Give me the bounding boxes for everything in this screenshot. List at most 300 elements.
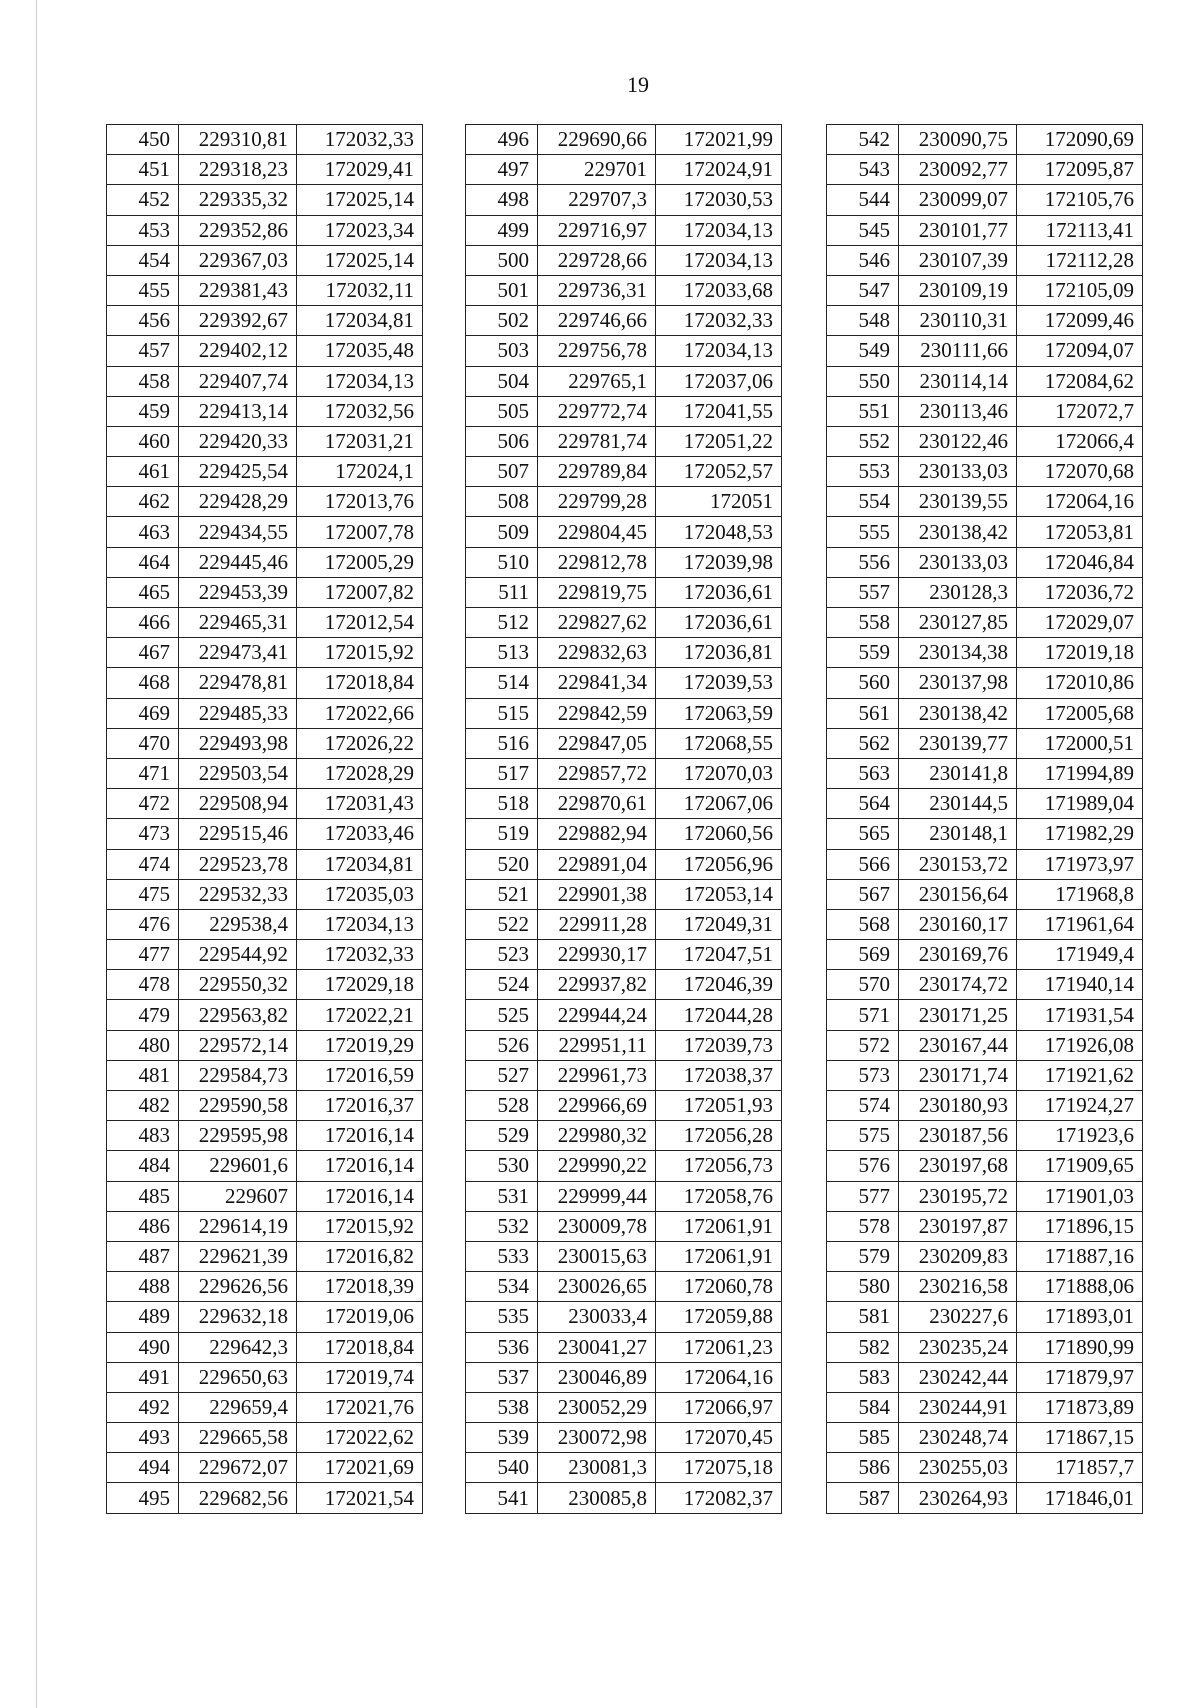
x-coordinate-cell: 229882,94 bbox=[538, 819, 656, 849]
x-coordinate-cell: 230197,87 bbox=[899, 1211, 1017, 1241]
point-number-cell: 456 bbox=[107, 306, 179, 336]
y-coordinate-cell: 172030,53 bbox=[656, 185, 782, 215]
point-number-cell: 452 bbox=[107, 185, 179, 215]
table-row bbox=[827, 970, 1143, 1000]
table-row bbox=[107, 155, 423, 185]
table-row bbox=[827, 1151, 1143, 1181]
x-coordinate-cell: 229407,74 bbox=[179, 366, 297, 396]
y-coordinate-cell: 172029,41 bbox=[297, 155, 423, 185]
margin-line bbox=[36, 0, 37, 1708]
x-coordinate-cell: 230128,3 bbox=[899, 577, 1017, 607]
point-number-cell: 462 bbox=[107, 487, 179, 517]
point-number-cell: 454 bbox=[107, 245, 179, 275]
y-coordinate-cell: 171901,03 bbox=[1017, 1181, 1143, 1211]
y-coordinate-cell: 172082,37 bbox=[656, 1483, 782, 1513]
point-number-cell: 580 bbox=[827, 1272, 899, 1302]
table-row bbox=[827, 1272, 1143, 1302]
table-row bbox=[107, 185, 423, 215]
x-coordinate-cell: 229870,61 bbox=[538, 789, 656, 819]
x-coordinate-cell: 229584,73 bbox=[179, 1060, 297, 1090]
table-row bbox=[107, 275, 423, 305]
point-number-cell: 532 bbox=[466, 1211, 538, 1241]
table-row bbox=[827, 1121, 1143, 1151]
point-number-cell: 563 bbox=[827, 758, 899, 788]
point-number-cell: 582 bbox=[827, 1332, 899, 1362]
table-row bbox=[466, 1121, 782, 1151]
x-coordinate-cell: 229381,43 bbox=[179, 275, 297, 305]
x-coordinate-cell: 230255,03 bbox=[899, 1453, 1017, 1483]
y-coordinate-cell: 172068,55 bbox=[656, 728, 782, 758]
point-number-cell: 468 bbox=[107, 668, 179, 698]
table-row bbox=[827, 185, 1143, 215]
x-coordinate-cell: 230134,38 bbox=[899, 638, 1017, 668]
table-row bbox=[827, 728, 1143, 758]
x-coordinate-cell: 230072,98 bbox=[538, 1423, 656, 1453]
point-number-cell: 489 bbox=[107, 1302, 179, 1332]
x-coordinate-cell: 229428,29 bbox=[179, 487, 297, 517]
x-coordinate-cell: 229367,03 bbox=[179, 245, 297, 275]
coordinate-table-2 bbox=[465, 124, 782, 1514]
x-coordinate-cell: 230138,42 bbox=[899, 698, 1017, 728]
y-coordinate-cell: 172039,98 bbox=[656, 547, 782, 577]
table-row bbox=[827, 1091, 1143, 1121]
table-row bbox=[466, 155, 782, 185]
point-number-cell: 494 bbox=[107, 1453, 179, 1483]
point-number-cell: 473 bbox=[107, 819, 179, 849]
y-coordinate-cell: 172037,06 bbox=[656, 366, 782, 396]
x-coordinate-cell: 229799,28 bbox=[538, 487, 656, 517]
y-coordinate-cell: 171857,7 bbox=[1017, 1453, 1143, 1483]
table-row bbox=[107, 1181, 423, 1211]
x-coordinate-cell: 229413,14 bbox=[179, 396, 297, 426]
y-coordinate-cell: 171926,08 bbox=[1017, 1030, 1143, 1060]
x-coordinate-cell: 229614,19 bbox=[179, 1211, 297, 1241]
y-coordinate-cell: 172005,29 bbox=[297, 547, 423, 577]
y-coordinate-cell: 172018,84 bbox=[297, 668, 423, 698]
y-coordinate-cell: 172007,78 bbox=[297, 517, 423, 547]
x-coordinate-cell: 230101,77 bbox=[899, 215, 1017, 245]
x-coordinate-cell: 230137,98 bbox=[899, 668, 1017, 698]
table-row bbox=[827, 245, 1143, 275]
y-coordinate-cell: 172094,07 bbox=[1017, 336, 1143, 366]
point-number-cell: 458 bbox=[107, 366, 179, 396]
table-row bbox=[466, 275, 782, 305]
y-coordinate-cell: 172016,37 bbox=[297, 1091, 423, 1121]
point-number-cell: 492 bbox=[107, 1392, 179, 1422]
table-row bbox=[107, 426, 423, 456]
x-coordinate-cell: 229659,4 bbox=[179, 1392, 297, 1422]
x-coordinate-cell: 229434,55 bbox=[179, 517, 297, 547]
point-number-cell: 547 bbox=[827, 275, 899, 305]
x-coordinate-cell: 230264,93 bbox=[899, 1483, 1017, 1513]
y-coordinate-cell: 172016,82 bbox=[297, 1241, 423, 1271]
point-number-cell: 579 bbox=[827, 1241, 899, 1271]
table-row bbox=[827, 1483, 1143, 1513]
point-number-cell: 585 bbox=[827, 1423, 899, 1453]
table-row bbox=[466, 336, 782, 366]
table-row bbox=[107, 819, 423, 849]
table-row bbox=[827, 125, 1143, 155]
point-number-cell: 470 bbox=[107, 728, 179, 758]
y-coordinate-cell: 172032,33 bbox=[656, 306, 782, 336]
table-row bbox=[827, 638, 1143, 668]
y-coordinate-cell: 171994,89 bbox=[1017, 758, 1143, 788]
y-coordinate-cell: 172021,54 bbox=[297, 1483, 423, 1513]
table-row bbox=[107, 1362, 423, 1392]
table-row bbox=[466, 1030, 782, 1060]
x-coordinate-cell: 230153,72 bbox=[899, 849, 1017, 879]
table-row bbox=[466, 758, 782, 788]
point-number-cell: 501 bbox=[466, 275, 538, 305]
y-coordinate-cell: 172034,81 bbox=[297, 306, 423, 336]
table-row bbox=[466, 1302, 782, 1332]
y-coordinate-cell: 172034,13 bbox=[656, 336, 782, 366]
x-coordinate-cell: 229980,32 bbox=[538, 1121, 656, 1151]
table-row bbox=[107, 1211, 423, 1241]
y-coordinate-cell: 172051 bbox=[656, 487, 782, 517]
x-coordinate-cell: 229601,6 bbox=[179, 1151, 297, 1181]
table-row bbox=[466, 970, 782, 1000]
point-number-cell: 507 bbox=[466, 457, 538, 487]
table-row bbox=[466, 517, 782, 547]
y-coordinate-cell: 172060,56 bbox=[656, 819, 782, 849]
x-coordinate-cell: 229515,46 bbox=[179, 819, 297, 849]
y-coordinate-cell: 171982,29 bbox=[1017, 819, 1143, 849]
table-row bbox=[827, 940, 1143, 970]
point-number-cell: 474 bbox=[107, 849, 179, 879]
x-coordinate-cell: 229951,11 bbox=[538, 1030, 656, 1060]
y-coordinate-cell: 172033,68 bbox=[656, 275, 782, 305]
point-number-cell: 565 bbox=[827, 819, 899, 849]
point-number-cell: 583 bbox=[827, 1362, 899, 1392]
y-coordinate-cell: 172028,29 bbox=[297, 758, 423, 788]
x-coordinate-cell: 230114,14 bbox=[899, 366, 1017, 396]
table-row bbox=[107, 1091, 423, 1121]
point-number-cell: 517 bbox=[466, 758, 538, 788]
point-number-cell: 487 bbox=[107, 1241, 179, 1271]
y-coordinate-cell: 172000,51 bbox=[1017, 728, 1143, 758]
x-coordinate-cell: 230141,8 bbox=[899, 758, 1017, 788]
point-number-cell: 483 bbox=[107, 1121, 179, 1151]
y-coordinate-cell: 171846,01 bbox=[1017, 1483, 1143, 1513]
table-row bbox=[466, 215, 782, 245]
table-row bbox=[466, 638, 782, 668]
point-number-cell: 513 bbox=[466, 638, 538, 668]
point-number-cell: 584 bbox=[827, 1392, 899, 1422]
point-number-cell: 503 bbox=[466, 336, 538, 366]
table-row bbox=[466, 547, 782, 577]
x-coordinate-cell: 230197,68 bbox=[899, 1151, 1017, 1181]
point-number-cell: 587 bbox=[827, 1483, 899, 1513]
point-number-cell: 555 bbox=[827, 517, 899, 547]
table-row bbox=[107, 457, 423, 487]
table-row bbox=[107, 487, 423, 517]
x-coordinate-cell: 230133,03 bbox=[899, 547, 1017, 577]
x-coordinate-cell: 229425,54 bbox=[179, 457, 297, 487]
y-coordinate-cell: 172024,91 bbox=[656, 155, 782, 185]
point-number-cell: 480 bbox=[107, 1030, 179, 1060]
x-coordinate-cell: 229523,78 bbox=[179, 849, 297, 879]
y-coordinate-cell: 172013,76 bbox=[297, 487, 423, 517]
table-row bbox=[466, 1241, 782, 1271]
y-coordinate-cell: 172034,81 bbox=[297, 849, 423, 879]
x-coordinate-cell: 230216,58 bbox=[899, 1272, 1017, 1302]
point-number-cell: 561 bbox=[827, 698, 899, 728]
y-coordinate-cell: 172070,68 bbox=[1017, 457, 1143, 487]
x-coordinate-cell: 230009,78 bbox=[538, 1211, 656, 1241]
table-row bbox=[827, 849, 1143, 879]
y-coordinate-cell: 172059,88 bbox=[656, 1302, 782, 1332]
table-row bbox=[107, 849, 423, 879]
point-number-cell: 557 bbox=[827, 577, 899, 607]
y-coordinate-cell: 172036,81 bbox=[656, 638, 782, 668]
y-coordinate-cell: 171909,65 bbox=[1017, 1151, 1143, 1181]
point-number-cell: 567 bbox=[827, 879, 899, 909]
x-coordinate-cell: 229832,63 bbox=[538, 638, 656, 668]
point-number-cell: 537 bbox=[466, 1362, 538, 1392]
point-number-cell: 490 bbox=[107, 1332, 179, 1362]
point-number-cell: 575 bbox=[827, 1121, 899, 1151]
y-coordinate-cell: 172052,57 bbox=[656, 457, 782, 487]
y-coordinate-cell: 171973,97 bbox=[1017, 849, 1143, 879]
point-number-cell: 497 bbox=[466, 155, 538, 185]
x-coordinate-cell: 229827,62 bbox=[538, 608, 656, 638]
y-coordinate-cell: 172039,53 bbox=[656, 668, 782, 698]
x-coordinate-cell: 229672,07 bbox=[179, 1453, 297, 1483]
x-coordinate-cell: 229690,66 bbox=[538, 125, 656, 155]
point-number-cell: 464 bbox=[107, 547, 179, 577]
y-coordinate-cell: 172041,55 bbox=[656, 396, 782, 426]
y-coordinate-cell: 172007,82 bbox=[297, 577, 423, 607]
x-coordinate-cell: 229310,81 bbox=[179, 125, 297, 155]
table-row bbox=[466, 245, 782, 275]
y-coordinate-cell: 172032,33 bbox=[297, 125, 423, 155]
y-coordinate-cell: 172084,62 bbox=[1017, 366, 1143, 396]
y-coordinate-cell: 172072,7 bbox=[1017, 396, 1143, 426]
point-number-cell: 525 bbox=[466, 1000, 538, 1030]
x-coordinate-cell: 229812,78 bbox=[538, 547, 656, 577]
y-coordinate-cell: 172021,99 bbox=[656, 125, 782, 155]
table-row bbox=[466, 487, 782, 517]
table-row bbox=[107, 940, 423, 970]
x-coordinate-cell: 229804,45 bbox=[538, 517, 656, 547]
x-coordinate-cell: 229503,54 bbox=[179, 758, 297, 788]
x-coordinate-cell: 230227,6 bbox=[899, 1302, 1017, 1332]
table-row bbox=[466, 1181, 782, 1211]
y-coordinate-cell: 172048,53 bbox=[656, 517, 782, 547]
table-row bbox=[466, 577, 782, 607]
table-row bbox=[827, 1000, 1143, 1030]
y-coordinate-cell: 171989,04 bbox=[1017, 789, 1143, 819]
y-coordinate-cell: 172019,18 bbox=[1017, 638, 1143, 668]
point-number-cell: 577 bbox=[827, 1181, 899, 1211]
y-coordinate-cell: 172016,59 bbox=[297, 1060, 423, 1090]
point-number-cell: 526 bbox=[466, 1030, 538, 1060]
y-coordinate-cell: 172032,56 bbox=[297, 396, 423, 426]
point-number-cell: 539 bbox=[466, 1423, 538, 1453]
y-coordinate-cell: 171873,89 bbox=[1017, 1392, 1143, 1422]
x-coordinate-cell: 229493,98 bbox=[179, 728, 297, 758]
table-row bbox=[107, 1151, 423, 1181]
x-coordinate-cell: 229765,1 bbox=[538, 366, 656, 396]
point-number-cell: 529 bbox=[466, 1121, 538, 1151]
table-row bbox=[827, 879, 1143, 909]
point-number-cell: 502 bbox=[466, 306, 538, 336]
table-row bbox=[466, 698, 782, 728]
page-number: 19 bbox=[627, 72, 649, 97]
point-number-cell: 578 bbox=[827, 1211, 899, 1241]
y-coordinate-cell: 172049,31 bbox=[656, 909, 782, 939]
point-number-cell: 521 bbox=[466, 879, 538, 909]
point-number-cell: 498 bbox=[466, 185, 538, 215]
table-row bbox=[827, 608, 1143, 638]
point-number-cell: 467 bbox=[107, 638, 179, 668]
point-number-cell: 546 bbox=[827, 245, 899, 275]
point-number-cell: 518 bbox=[466, 789, 538, 819]
y-coordinate-cell: 172022,62 bbox=[297, 1423, 423, 1453]
x-coordinate-cell: 230138,42 bbox=[899, 517, 1017, 547]
y-coordinate-cell: 171893,01 bbox=[1017, 1302, 1143, 1332]
point-number-cell: 560 bbox=[827, 668, 899, 698]
table-row bbox=[827, 1362, 1143, 1392]
point-number-cell: 486 bbox=[107, 1211, 179, 1241]
x-coordinate-cell: 230109,19 bbox=[899, 275, 1017, 305]
point-number-cell: 461 bbox=[107, 457, 179, 487]
table-row bbox=[107, 638, 423, 668]
point-number-cell: 531 bbox=[466, 1181, 538, 1211]
table-row bbox=[466, 396, 782, 426]
table-row bbox=[466, 125, 782, 155]
point-number-cell: 552 bbox=[827, 426, 899, 456]
x-coordinate-cell: 230187,56 bbox=[899, 1121, 1017, 1151]
x-coordinate-cell: 229930,17 bbox=[538, 940, 656, 970]
y-coordinate-cell: 172046,39 bbox=[656, 970, 782, 1000]
table-row bbox=[107, 547, 423, 577]
table-row bbox=[107, 396, 423, 426]
y-coordinate-cell: 172113,41 bbox=[1017, 215, 1143, 245]
table-row bbox=[827, 275, 1143, 305]
x-coordinate-cell: 229544,92 bbox=[179, 940, 297, 970]
x-coordinate-cell: 229756,78 bbox=[538, 336, 656, 366]
table-row bbox=[827, 1211, 1143, 1241]
x-coordinate-cell: 230033,4 bbox=[538, 1302, 656, 1332]
x-coordinate-cell: 229772,74 bbox=[538, 396, 656, 426]
y-coordinate-cell: 172051,22 bbox=[656, 426, 782, 456]
table-row bbox=[466, 1453, 782, 1483]
table-row bbox=[107, 306, 423, 336]
y-coordinate-cell: 172005,68 bbox=[1017, 698, 1143, 728]
y-coordinate-cell: 171888,06 bbox=[1017, 1272, 1143, 1302]
table-row bbox=[466, 1362, 782, 1392]
table-row bbox=[466, 1483, 782, 1513]
x-coordinate-cell: 230235,24 bbox=[899, 1332, 1017, 1362]
y-coordinate-cell: 172034,13 bbox=[656, 215, 782, 245]
point-number-cell: 466 bbox=[107, 608, 179, 638]
table-row bbox=[466, 1423, 782, 1453]
x-coordinate-cell: 230015,63 bbox=[538, 1241, 656, 1271]
table-row bbox=[107, 1453, 423, 1483]
table-row bbox=[107, 1423, 423, 1453]
point-number-cell: 543 bbox=[827, 155, 899, 185]
y-coordinate-cell: 172022,66 bbox=[297, 698, 423, 728]
point-number-cell: 569 bbox=[827, 940, 899, 970]
table-row bbox=[827, 366, 1143, 396]
x-coordinate-cell: 229736,31 bbox=[538, 275, 656, 305]
point-number-cell: 545 bbox=[827, 215, 899, 245]
y-coordinate-cell: 172018,84 bbox=[297, 1332, 423, 1362]
point-number-cell: 476 bbox=[107, 909, 179, 939]
y-coordinate-cell: 171879,97 bbox=[1017, 1362, 1143, 1392]
y-coordinate-cell: 171923,6 bbox=[1017, 1121, 1143, 1151]
x-coordinate-cell: 229961,73 bbox=[538, 1060, 656, 1090]
y-coordinate-cell: 172029,18 bbox=[297, 970, 423, 1000]
table-row bbox=[827, 789, 1143, 819]
x-coordinate-cell: 230111,66 bbox=[899, 336, 1017, 366]
y-coordinate-cell: 172034,13 bbox=[656, 245, 782, 275]
x-coordinate-cell: 230160,17 bbox=[899, 909, 1017, 939]
point-number-cell: 506 bbox=[466, 426, 538, 456]
table-row bbox=[107, 1241, 423, 1271]
table-row bbox=[466, 1392, 782, 1422]
point-number-cell: 491 bbox=[107, 1362, 179, 1392]
table-row bbox=[107, 728, 423, 758]
table-row bbox=[827, 1423, 1143, 1453]
point-number-cell: 523 bbox=[466, 940, 538, 970]
x-coordinate-cell: 230156,64 bbox=[899, 879, 1017, 909]
table-row bbox=[827, 487, 1143, 517]
x-coordinate-cell: 230169,76 bbox=[899, 940, 1017, 970]
x-coordinate-cell: 229453,39 bbox=[179, 577, 297, 607]
table-row bbox=[466, 1272, 782, 1302]
x-coordinate-cell: 229650,63 bbox=[179, 1362, 297, 1392]
y-coordinate-cell: 172019,06 bbox=[297, 1302, 423, 1332]
x-coordinate-cell: 229665,58 bbox=[179, 1423, 297, 1453]
point-number-cell: 477 bbox=[107, 940, 179, 970]
y-coordinate-cell: 172018,39 bbox=[297, 1272, 423, 1302]
x-coordinate-cell: 230026,65 bbox=[538, 1272, 656, 1302]
point-number-cell: 568 bbox=[827, 909, 899, 939]
table-row bbox=[827, 1392, 1143, 1422]
point-number-cell: 559 bbox=[827, 638, 899, 668]
y-coordinate-cell: 172015,92 bbox=[297, 638, 423, 668]
point-number-cell: 551 bbox=[827, 396, 899, 426]
x-coordinate-cell: 229626,56 bbox=[179, 1272, 297, 1302]
x-coordinate-cell: 229911,28 bbox=[538, 909, 656, 939]
y-coordinate-cell: 172023,34 bbox=[297, 215, 423, 245]
point-number-cell: 544 bbox=[827, 185, 899, 215]
y-coordinate-cell: 172070,03 bbox=[656, 758, 782, 788]
table-row bbox=[107, 1030, 423, 1060]
y-coordinate-cell: 172039,73 bbox=[656, 1030, 782, 1060]
x-coordinate-cell: 229538,4 bbox=[179, 909, 297, 939]
y-coordinate-cell: 172070,45 bbox=[656, 1423, 782, 1453]
table-row bbox=[827, 1332, 1143, 1362]
point-number-cell: 520 bbox=[466, 849, 538, 879]
table-row bbox=[466, 668, 782, 698]
y-coordinate-cell: 172012,54 bbox=[297, 608, 423, 638]
y-coordinate-cell: 172010,86 bbox=[1017, 668, 1143, 698]
x-coordinate-cell: 229891,04 bbox=[538, 849, 656, 879]
point-number-cell: 457 bbox=[107, 336, 179, 366]
point-number-cell: 519 bbox=[466, 819, 538, 849]
table-row bbox=[827, 155, 1143, 185]
x-coordinate-cell: 229842,59 bbox=[538, 698, 656, 728]
point-number-cell: 488 bbox=[107, 1272, 179, 1302]
x-coordinate-cell: 229445,46 bbox=[179, 547, 297, 577]
point-number-cell: 499 bbox=[466, 215, 538, 245]
y-coordinate-cell: 172061,91 bbox=[656, 1211, 782, 1241]
coordinate-table-3 bbox=[826, 124, 1143, 1514]
